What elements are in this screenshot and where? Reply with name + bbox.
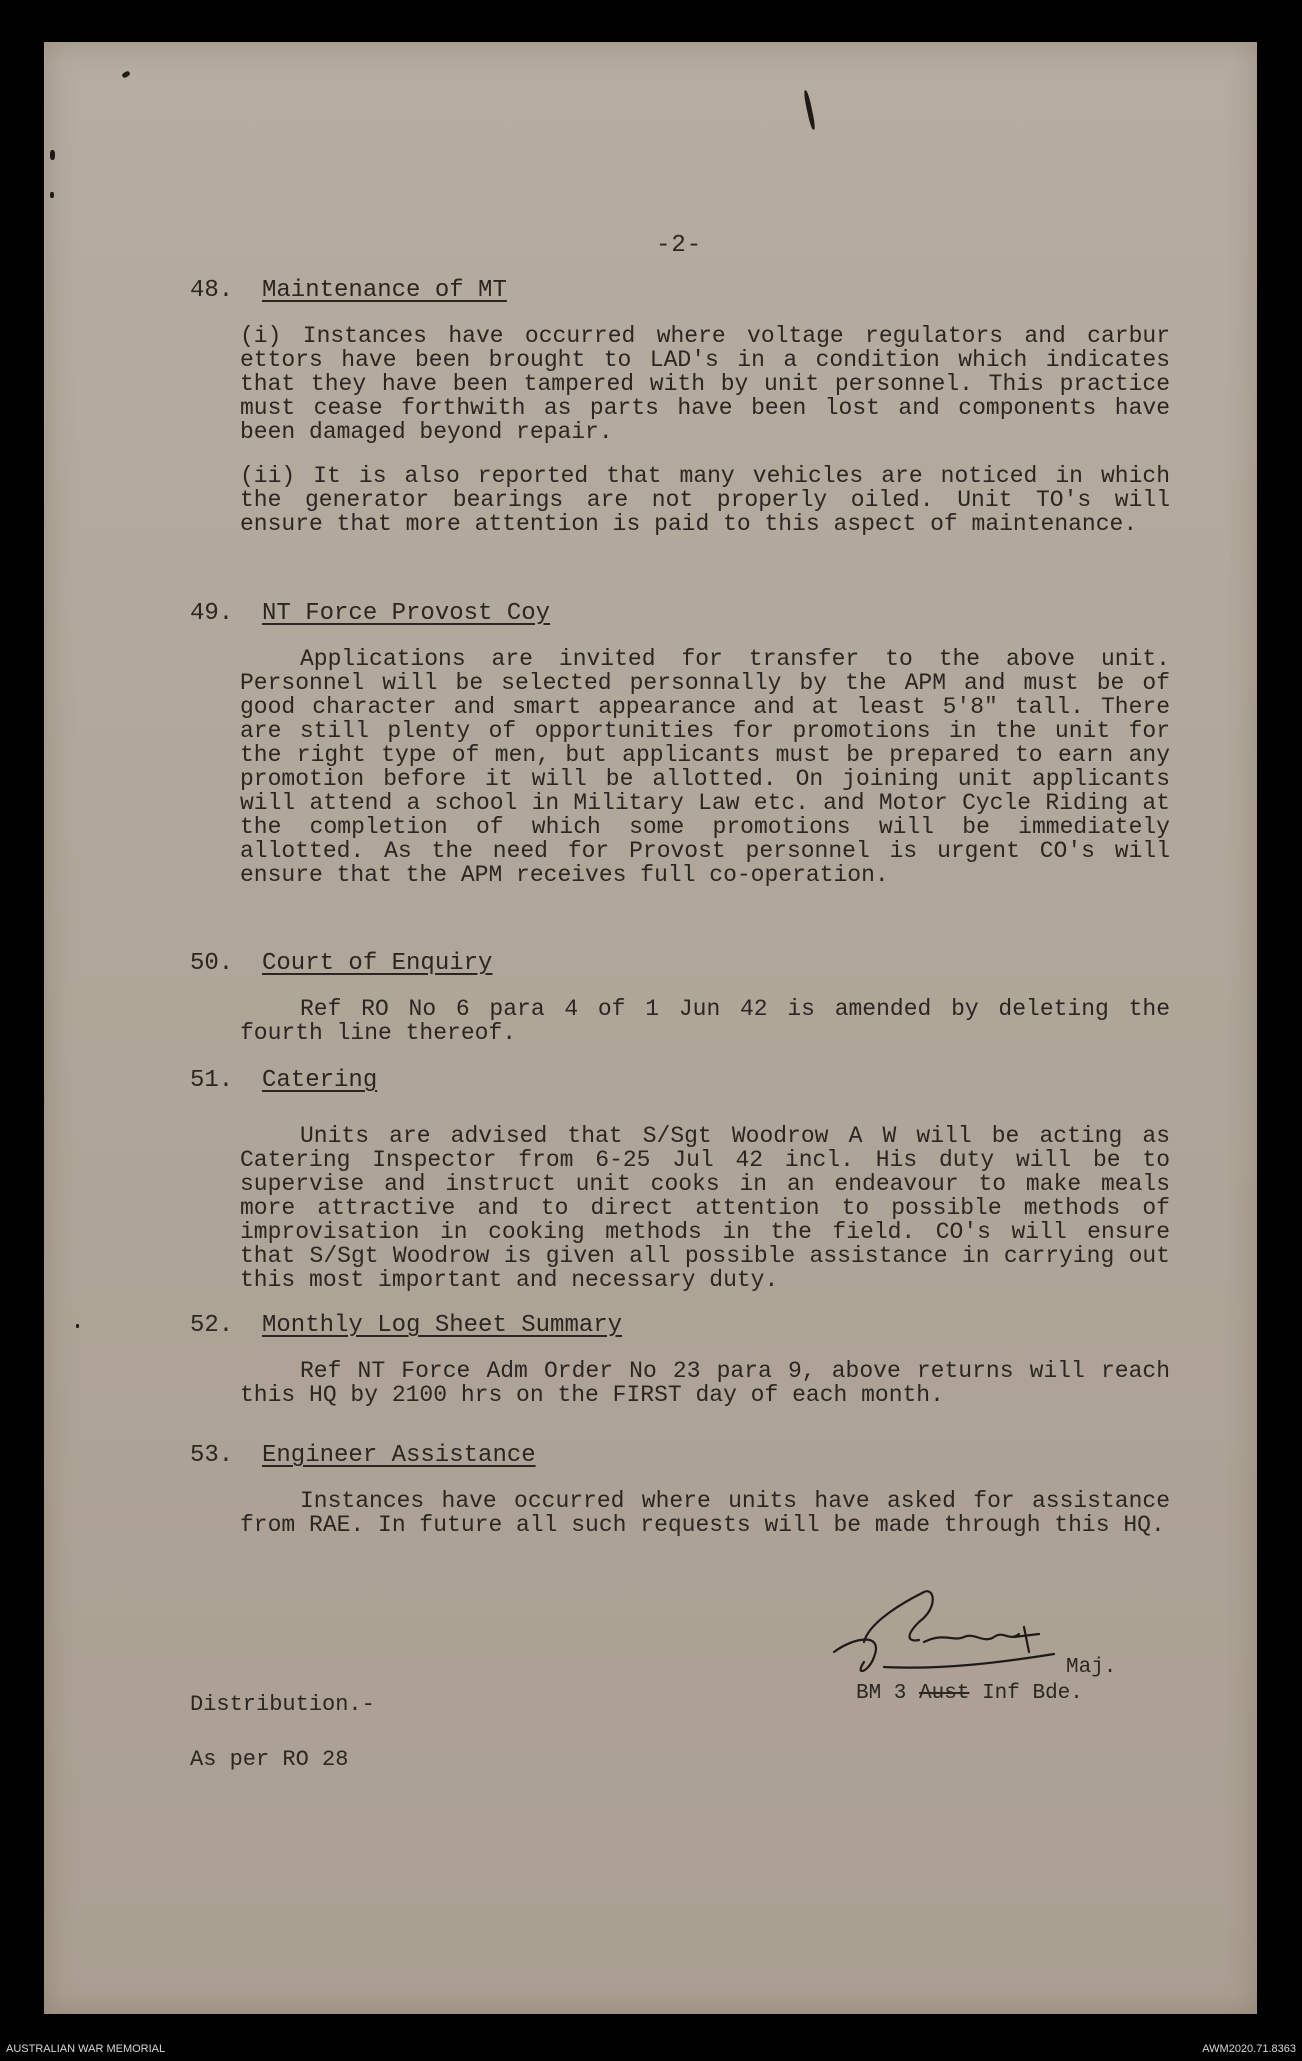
paragraph: Ref NT Force Adm Order No 23 para 9, above returns will reach this HQ by 2100 hrs on the FIRST day of each month. xyxy=(240,1358,1170,1408)
ink-speck xyxy=(121,70,130,78)
document-page xyxy=(44,42,1257,2014)
ink-speck xyxy=(76,1324,79,1328)
section-number: 50. xyxy=(190,950,234,977)
archive-credit: AUSTRALIAN WAR MEMORIAL xyxy=(6,2043,166,2055)
paragraph: Applications are invited for transfer to the above unit. Personnel will be selected personnally by the APM and must be of good character and smart appearance and at least 5'8" tall. There are still plenty of opportunities for promotions in the unit for the right type of men, but applicants must be prepared to earn any promotion before it will be allotted. On joining unit applicants will attend a school in Military Law etc. and Motor Cycle Riding at the completion of which some promotions will be immediately allotted. As the need for Provost personnel is urgent CO's will ensure that the APM receives full co-operation. xyxy=(240,646,1170,888)
section-title: Engineer Assistance xyxy=(262,1442,536,1469)
section-number: 51. xyxy=(190,1067,234,1094)
unit-prefix: BM 3 xyxy=(856,1682,907,1705)
ink-speck xyxy=(50,192,54,198)
section-52 xyxy=(190,1312,1190,1407)
section-title: Monthly Log Sheet Summary xyxy=(262,1312,623,1339)
section-50 xyxy=(190,950,1190,1045)
section-heading xyxy=(190,1067,1190,1094)
section-heading xyxy=(190,1312,1190,1339)
ink-speck xyxy=(50,150,55,160)
section-number: 53. xyxy=(190,1442,234,1469)
section-48 xyxy=(190,277,1190,536)
ink-speck xyxy=(803,90,816,130)
distribution-label: Distribution.- xyxy=(190,1692,375,1717)
paragraph: Instances have occurred where units have asked for assistance from RAE. In future all such requests will be made through this HQ. xyxy=(240,1488,1170,1538)
unit-suffix: Inf Bde. xyxy=(982,1682,1083,1705)
signature-block xyxy=(824,1582,1164,1705)
section-title: Court of Enquiry xyxy=(262,950,493,977)
unit-struck: Aust xyxy=(919,1682,970,1705)
distribution-value: As per RO 28 xyxy=(190,1747,349,1772)
section-49 xyxy=(190,600,1190,887)
paragraph: Units are advised that S/Sgt Woodrow A W will be acting as Catering Inspector from 6-25 Jul 42 incl. His duty will be to supervise and instruct unit cooks in an endeavour to make meals more attractive and to direct attention to possible methods of improvisation in cooking methods in the field. CO's will ensure that S/Sgt Woodrow is given all possible assistance in carrying out this most important and necessary duty. xyxy=(240,1123,1170,1293)
section-heading xyxy=(190,277,1190,304)
section-number: 49. xyxy=(190,600,234,627)
section-heading xyxy=(190,950,1190,977)
signatory-unit xyxy=(856,1682,1083,1705)
paragraph: (ii) It is also reported that many vehicles are noticed in which the generator bearings are not properly oiled. Unit TO's will ensure that more attention is paid to this aspect of maintenance. xyxy=(240,463,1170,537)
section-heading xyxy=(190,1442,1190,1469)
archive-reference: AWM2020.71.8363 xyxy=(1202,2043,1296,2055)
handwritten-signature xyxy=(824,1582,1084,1692)
page-number: -2- xyxy=(656,232,703,259)
section-number: 48. xyxy=(190,277,234,304)
section-number: 52. xyxy=(190,1312,234,1339)
section-51 xyxy=(190,1067,1190,1292)
section-53 xyxy=(190,1442,1190,1537)
section-heading xyxy=(190,600,1190,627)
signatory-rank: Maj. xyxy=(1066,1656,1117,1679)
paragraph: (i) Instances have occurred where voltage regulators and carbur ettors have been brought to LAD's in a condition which indicates that they have been tampered with by unit personnel. This practice must cease forthwith as parts have been lost and components have been damaged beyond repair. xyxy=(240,323,1170,445)
section-title: Catering xyxy=(262,1067,378,1094)
section-title: Maintenance of MT xyxy=(262,277,507,304)
paragraph: Ref RO No 6 para 4 of 1 Jun 42 is amended by deleting the fourth line thereof. xyxy=(240,996,1170,1046)
section-title: NT Force Provost Coy xyxy=(262,600,551,627)
